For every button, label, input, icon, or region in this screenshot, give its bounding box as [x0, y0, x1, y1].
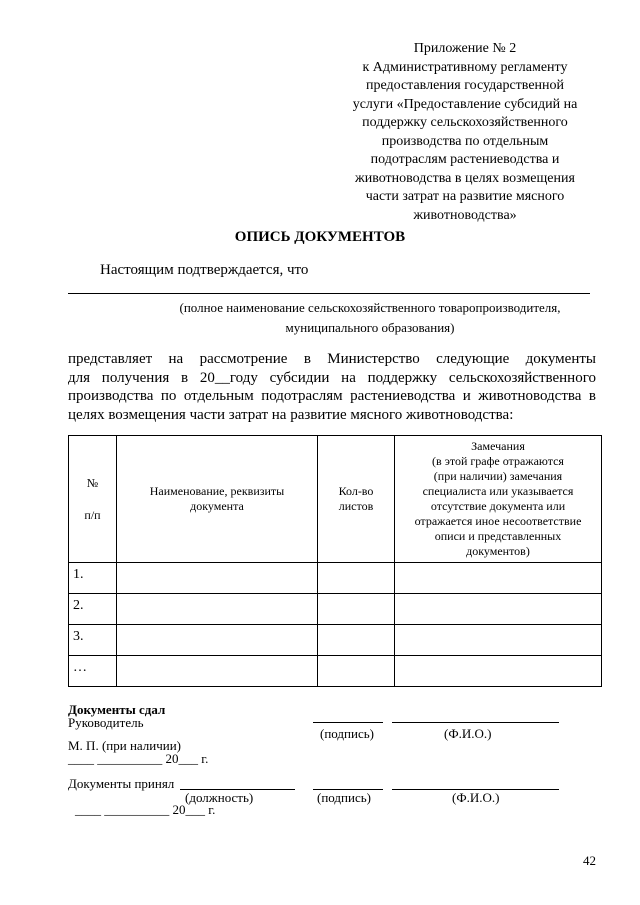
handed-date: ____ __________ 20___ г. [68, 751, 209, 766]
appendix-line: предоставления государственной [365, 78, 565, 93]
producer-name-caption [90, 298, 640, 338]
row-count-cell[interactable] [318, 625, 395, 656]
appendix-line: животноводства» [413, 207, 517, 223]
received-signature-caption: (подпись) [317, 790, 371, 805]
caption-line-1: (полное наименование сельскохозяйственного товаропроизводителя, [179, 300, 561, 315]
row-remarks-cell[interactable] [395, 594, 602, 625]
appendix-line: Приложение № 2 [413, 41, 517, 56]
row-document-cell[interactable] [117, 594, 318, 625]
row-number: … [69, 656, 117, 687]
received-label: Документы принял [68, 776, 175, 791]
header-sheet-count: Кол-во листов [318, 436, 395, 563]
appendix-line: поддержку сельскохозяйственного [362, 115, 568, 130]
paragraph-line: целях возмещения части затрат на развитие мясного животноводства: [68, 406, 514, 423]
received-date: ____ __________ 20___ г. [75, 802, 216, 817]
handed-fio-line [392, 722, 559, 723]
appendix-line: услуги «Предоставление субсидий на [352, 96, 578, 112]
caption-line-2: муниципального образования) [285, 320, 455, 335]
handed-heading: Документы сдал [68, 702, 166, 717]
row-count-cell[interactable] [318, 563, 395, 594]
intro-paragraph [68, 350, 596, 424]
row-document-cell[interactable] [117, 563, 318, 594]
received-position-caption: (должность) [185, 790, 254, 805]
row-count-cell[interactable] [318, 594, 395, 625]
appendix-line: к Административному регламенту [362, 59, 568, 75]
table-row [69, 594, 602, 625]
row-document-cell[interactable] [117, 625, 318, 656]
row-number: 3. [69, 625, 117, 656]
row-remarks-cell[interactable] [395, 563, 602, 594]
handed-signature-caption: (подпись) [320, 726, 374, 741]
row-number: 2. [69, 594, 117, 625]
page-number: 42 [583, 853, 596, 868]
appendix-line: производства по отдельным [381, 133, 549, 149]
row-number: 1. [69, 563, 117, 594]
handed-signature-line [313, 722, 383, 723]
received-fio-caption: (Ф.И.О.) [452, 790, 500, 805]
row-remarks-cell[interactable] [395, 625, 602, 656]
table-row [69, 563, 602, 594]
document-title: ОПИСЬ ДОКУМЕНТОВ [234, 229, 406, 245]
stamp-label: М. П. (при наличии) [68, 738, 182, 753]
appendix-line: подотраслям растениеводства и [370, 152, 560, 167]
table-row [69, 625, 602, 656]
documents-table [68, 435, 602, 687]
handed-fio-caption: (Ф.И.О.) [444, 726, 492, 741]
confirm-text: Настоящим подтверждается, что [100, 262, 309, 278]
paragraph-line: для получения в 20__году субсидии на поддержку сельскохозяйственного [68, 369, 596, 386]
paragraph-line: представляет на рассмотрение в Министерство следующие документы [68, 351, 596, 367]
appendix-header [330, 40, 600, 225]
header-remarks: Замечания (в этой графе отражаются (при наличии) замечания специалиста или указывается отсутствие документа или отражается иное несоответствие описи и представленных документов) [395, 436, 602, 563]
producer-name-line [68, 293, 590, 294]
table-header-row [69, 436, 602, 563]
row-remarks-cell[interactable] [395, 656, 602, 687]
appendix-line: животноводства в целях возмещения [355, 170, 575, 186]
paragraph-line: производства по отдельным подотраслям растениеводства и животноводства в [68, 388, 596, 404]
row-document-cell[interactable] [117, 656, 318, 687]
appendix-line: части затрат на развитие мясного [365, 189, 565, 204]
header-number: № п/п [69, 436, 117, 563]
table-row [69, 656, 602, 687]
head-label: Руководитель [68, 715, 144, 730]
row-count-cell[interactable] [318, 656, 395, 687]
header-document-name: Наименование, реквизиты документа [117, 436, 318, 563]
